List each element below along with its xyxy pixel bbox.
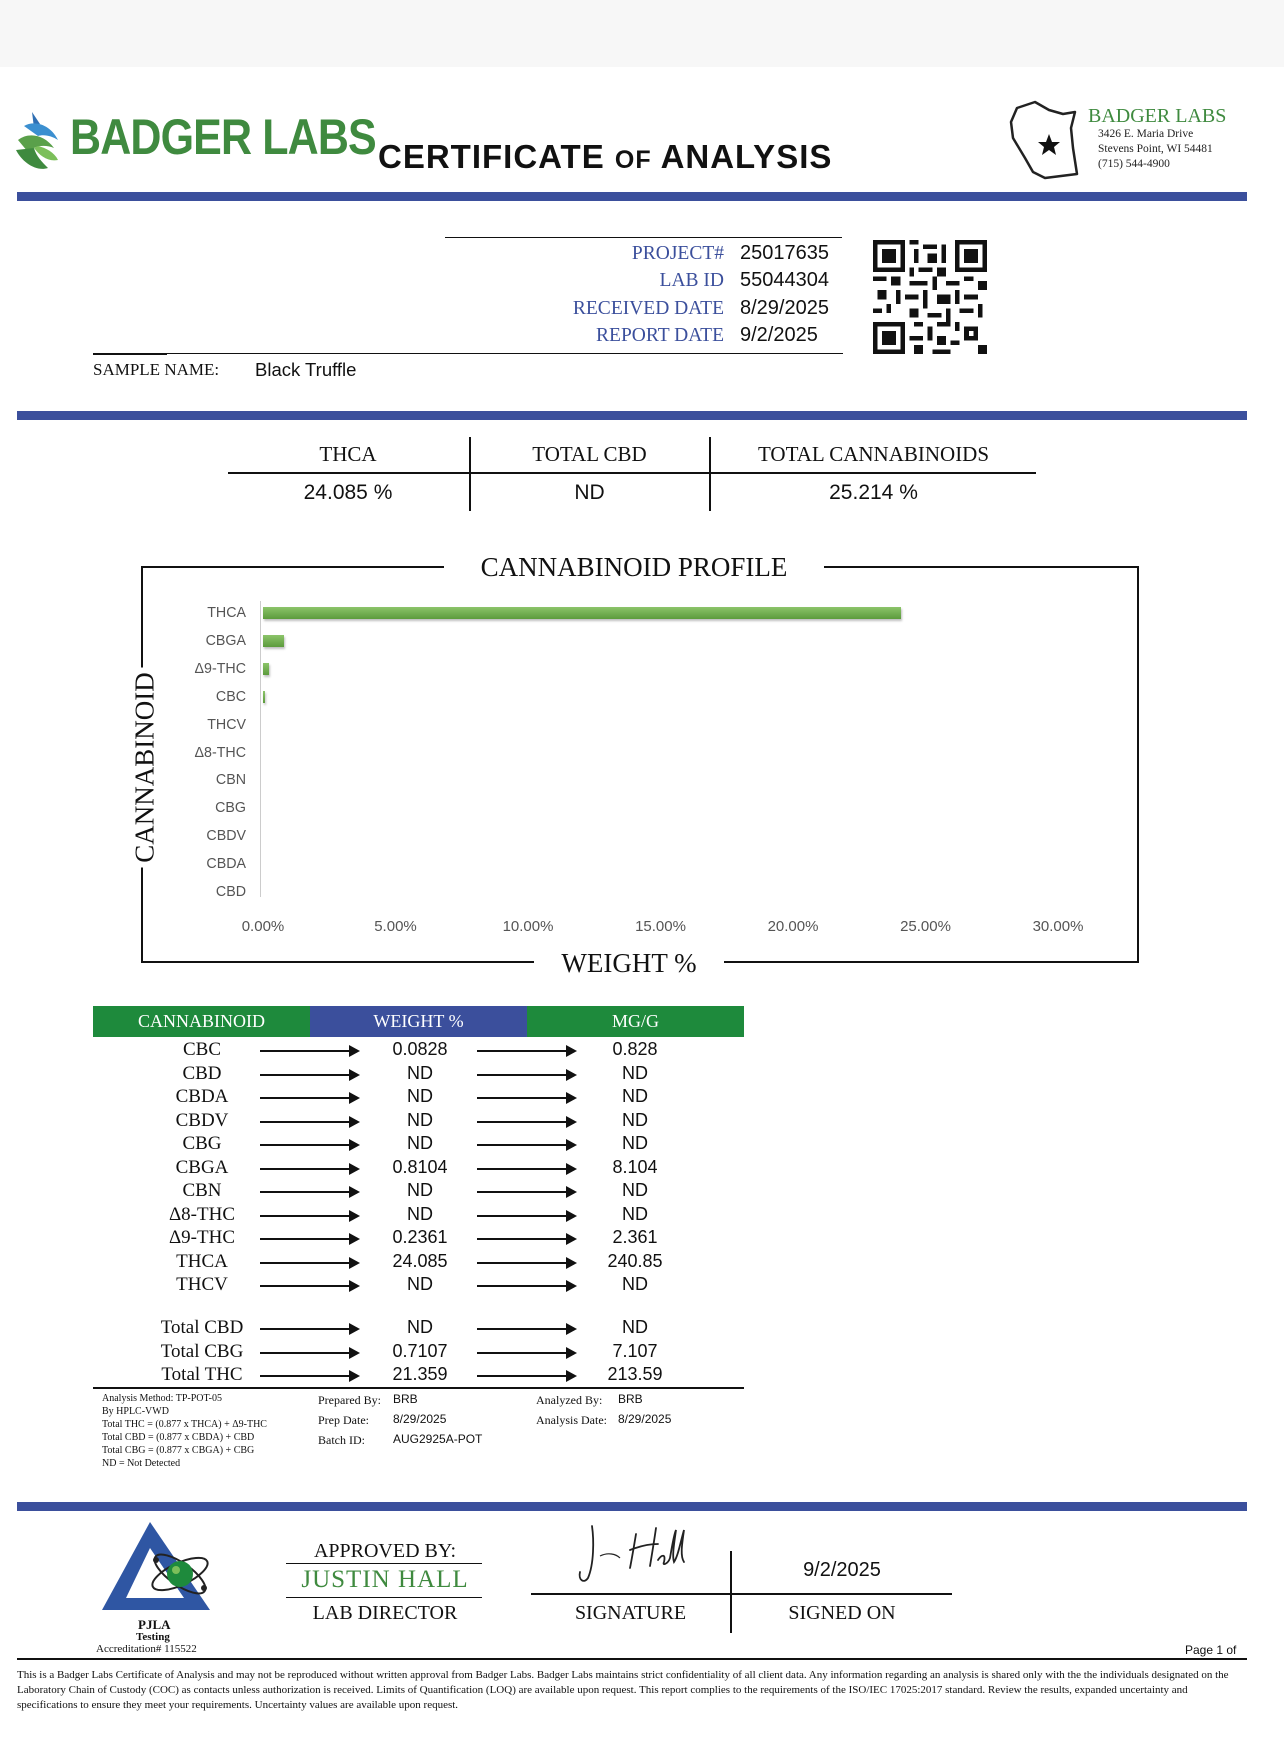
weight-value: 0.2361 [392,1227,448,1247]
weight-value: ND [407,1133,433,1153]
arrow-icon [260,1352,358,1354]
arrow-icon [477,1238,575,1240]
cannabinoid-name: Total CBD [160,1317,244,1338]
chart-x-tick-label: 25.00% [900,918,951,935]
table-header-weight: WEIGHT % [310,1006,527,1037]
chart-x-tick-label: 5.00% [374,918,417,935]
prep-date-value: 8/29/2025 [393,1412,447,1426]
cannabinoid-name: CBN [182,1180,222,1201]
chart-x-tick-label: 20.00% [767,918,819,935]
chart-bar [263,691,265,703]
arrow-icon [477,1285,575,1287]
lab-id-label: LAB ID [659,270,724,291]
lab-address-line1: 3426 E. Maria Drive [1098,128,1194,140]
table-row [0,1341,760,1364]
weight-value: ND [407,1109,433,1130]
received-date-label: RECEIVED DATE [572,298,724,319]
report-date-label: REPORT DATE [596,325,724,346]
title-part-analysis: ANALYSIS [660,138,833,175]
mgg-value: 2.361 [612,1227,658,1247]
arrow-icon [260,1238,358,1240]
weight-value: ND [407,1062,433,1083]
arrow-icon [260,1328,358,1330]
table-row [0,1274,760,1297]
chart-y-tick-label: THCA [207,604,246,621]
mgg-value: 7.107 [612,1340,658,1361]
arrow-icon [260,1144,358,1146]
arrow-icon [260,1262,358,1264]
weight-value: ND [407,1317,433,1337]
mgg-value: ND [622,1109,648,1130]
approved-rule [286,1563,482,1564]
table-row [0,1251,760,1274]
sample-name-value: Black Truffle [255,359,357,380]
project-divider [17,411,1247,420]
arrow-icon [260,1121,358,1123]
cannabinoid-name: CBDA [175,1086,229,1107]
chart-bar [263,607,901,619]
summary-rule [228,472,1036,474]
chart-frame [141,566,1139,963]
chart-y-tick-label: CBDA [206,855,246,873]
project-top-rule [445,237,842,238]
arrow-icon [477,1097,575,1099]
table-header-mgg: MG/G [527,1006,744,1037]
pjla-label: PJLA [138,1617,171,1632]
lab-phone: (715) 544-4900 [1098,158,1170,170]
arrow-icon [260,1097,358,1099]
header-divider [17,192,1247,201]
analyzed-by-label: Analyzed By: [536,1393,603,1407]
table-row [0,1180,760,1203]
weight-value: 0.0828 [392,1039,448,1059]
arrow-icon [477,1328,575,1330]
weight-value: ND [407,1086,433,1106]
cannabinoid-name: Δ8-THC [168,1203,236,1225]
signed-date-value: 9/2/2025 [803,1559,881,1581]
title-part-of: OF [614,146,652,174]
arrow-icon [260,1215,358,1217]
arrow-icon [260,1050,358,1052]
chart-x-tick-label: 0.00% [241,918,285,935]
note-method: Analysis Method: TP-POT-05 [102,1393,223,1404]
chart-y-tick-label: THCV [207,715,246,733]
project-number-value: 25017635 [740,242,829,264]
mgg-value: ND [622,1203,648,1224]
chart-y-axis-line [260,601,261,897]
wisconsin-map-icon [1005,98,1085,183]
signature-divider [730,1551,732,1633]
analysis-date-value: 8/29/2025 [618,1412,672,1426]
table-row [0,1317,760,1340]
lab-address-line2: Stevens Point, WI 54481 [1098,143,1213,155]
chart-x-tick-label: 10.00% [502,918,554,935]
table-row [0,1157,760,1180]
top-margin [0,0,1284,67]
approver-rule [286,1597,482,1598]
arrow-icon [477,1215,575,1217]
cannabinoid-name: Δ9-THC [168,1227,236,1248]
accreditation-number: Accreditation# 115522 [96,1643,197,1655]
cannabinoid-name: CBG [182,1133,222,1154]
table-row [0,1364,760,1387]
table-row [0,1039,760,1062]
table-row [0,1227,760,1250]
table-row [0,1086,760,1109]
cannabinoid-name: CBC [182,1039,222,1060]
total-cbd-label: TOTAL CBD [532,442,647,466]
chart-title: CANNABINOID PROFILE [444,552,824,583]
chart-y-tick-label: CBC [215,687,246,705]
prepared-by-label: Prepared By: [318,1393,381,1407]
table-bottom-rule [93,1387,744,1389]
note-nd: ND = Not Detected [102,1458,181,1469]
chart-y-tick-label: CBGA [205,631,246,649]
note-total-cbd: Total CBD = (0.877 x CBDA) + CBD [102,1432,255,1443]
report-date-value: 9/2/2025 [740,324,818,346]
weight-value: ND [407,1274,433,1294]
arrow-icon [260,1074,358,1076]
mgg-value: ND [622,1062,648,1083]
analyzed-by-value: BRB [618,1392,643,1406]
total-cannabinoids-value: 25.214 % [829,481,918,504]
arrow-icon [477,1168,575,1170]
arrow-icon [477,1262,575,1264]
note-total-cbg: Total CBG = (0.877 x CBGA) + CBG [102,1445,255,1456]
approver-role: LAB DIRECTOR [312,1602,458,1624]
table-row [0,1204,760,1227]
sample-name-label: SAMPLE NAME: [93,360,220,379]
testing-label: Testing [136,1631,170,1643]
weight-value: 21.359 [392,1364,448,1384]
arrow-icon [477,1375,575,1377]
disclaimer-rule [17,1658,1247,1660]
chart-y-axis-title: CANNABINOID [130,668,161,868]
approver-name: JUSTIN HALL [301,1566,469,1593]
analysis-date-label: Analysis Date: [536,1413,607,1427]
mgg-value: 213.59 [607,1364,663,1384]
sample-rule [93,353,843,354]
title-part-certificate: CERTIFICATE [378,138,605,175]
batch-id-value: AUG2925A-POT [393,1432,483,1446]
mgg-value: 8.104 [612,1156,658,1177]
document-title [378,138,832,176]
arrow-icon [477,1144,575,1146]
table-row [0,1110,760,1133]
cannabinoid-name: CBDV [175,1109,229,1131]
signed-on-label: SIGNED ON [788,1602,896,1624]
arrow-icon [260,1375,358,1377]
chart-bar [263,663,269,675]
arrow-icon [260,1285,358,1287]
prepared-by-value: BRB [393,1392,418,1406]
total-cannabinoids-label: TOTAL CANNABINOIDS [757,442,990,466]
weight-value: ND [407,1180,433,1200]
cannabinoid-name: THCA [176,1250,228,1272]
badger-logo-icon [14,110,64,175]
chart-y-tick-label: Δ9-THC [194,659,246,677]
project-number-label: PROJECT# [631,243,724,264]
chart-y-tick-label: Δ8-THC [194,743,246,761]
page-number: Page 1 of [1185,1643,1237,1657]
note-hplc: By HPLC-VWD [102,1406,169,1417]
arrow-icon [260,1191,358,1193]
weight-value: 24.085 [392,1250,448,1271]
arrow-icon [477,1352,575,1354]
pjla-logo-icon [98,1518,216,1616]
approved-by-label: APPROVED BY: [313,1540,457,1562]
footer-divider [17,1502,1247,1511]
chart-y-tick-label: CBN [215,771,246,789]
note-total-thc: Total THC = (0.877 x THCA) + Δ9-THC [102,1419,267,1430]
cannabinoid-name: CBGA [175,1156,229,1178]
arrow-icon [260,1168,358,1170]
mgg-value: ND [622,1180,648,1200]
chart-bar [263,635,284,647]
weight-value: ND [407,1203,433,1224]
table-header-cannabinoid: CANNABINOID [93,1006,310,1037]
chart-y-tick-label: CBD [215,883,246,900]
mgg-value: ND [622,1133,648,1153]
chart-x-axis-title: WEIGHT % [534,948,724,979]
mgg-value: ND [622,1274,648,1294]
cannabinoid-name: CBD [182,1062,222,1084]
prep-date-label: Prep Date: [318,1413,369,1427]
chart-y-tick-label: CBG [215,799,246,817]
chart-x-tick-label: 30.00% [1032,918,1084,935]
lab-id-value: 55044304 [740,269,829,291]
thca-summary-label: THCA [319,442,377,466]
cannabinoid-name: Total THC [161,1364,243,1385]
arrow-icon [477,1074,575,1076]
arrow-icon [477,1121,575,1123]
received-date-value: 8/29/2025 [740,297,829,319]
weight-value: 0.8104 [392,1156,448,1177]
total-cbd-value: ND [574,481,605,504]
brand-logo-text: BADGER LABS [70,109,376,165]
disclaimer-text: This is a Badger Labs Certificate of Analysis and may not be reproduced without written approval from Badger Labs. Badger Labs maintains strict confidentiality of all client data. Any information regarding an analysis is shared only with the the individuals designated on the Laboratory Chain of Custody (COC) as contacts unless authorization is received. Limits of Quantification (LOQ) are available upon request. This report complies to the requirements of the ISO/IEC 17025:2017 standard. Review the results, expanded uncertainty and specifications to ensure they meet your requirements. Uncertainty values are available upon request. [17,1669,1229,1711]
sample-rule-short [93,354,167,355]
signature-image [570,1520,710,1590]
weight-value: 0.7107 [392,1340,448,1361]
thca-summary-value: 24.085 % [303,481,393,504]
table-row [0,1133,760,1156]
table-row [0,1063,760,1086]
lab-name: BADGER LABS [1088,105,1227,127]
mgg-value: 240.85 [607,1250,663,1271]
batch-id-label: Batch ID: [318,1433,365,1447]
chart-x-tick-label: 15.00% [635,918,686,935]
signature-label: SIGNATURE [574,1602,687,1624]
qr-code-icon[interactable] [873,240,987,354]
signature-rule [531,1593,952,1595]
mgg-value: ND [622,1086,648,1106]
mgg-value: ND [622,1317,648,1337]
mgg-value: 0.828 [612,1039,658,1059]
arrow-icon [477,1050,575,1052]
arrow-icon [477,1191,575,1193]
cannabinoid-name: THCV [176,1274,228,1295]
chart-y-tick-label: CBDV [206,827,246,845]
cannabinoid-name: Total CBG [160,1340,244,1362]
